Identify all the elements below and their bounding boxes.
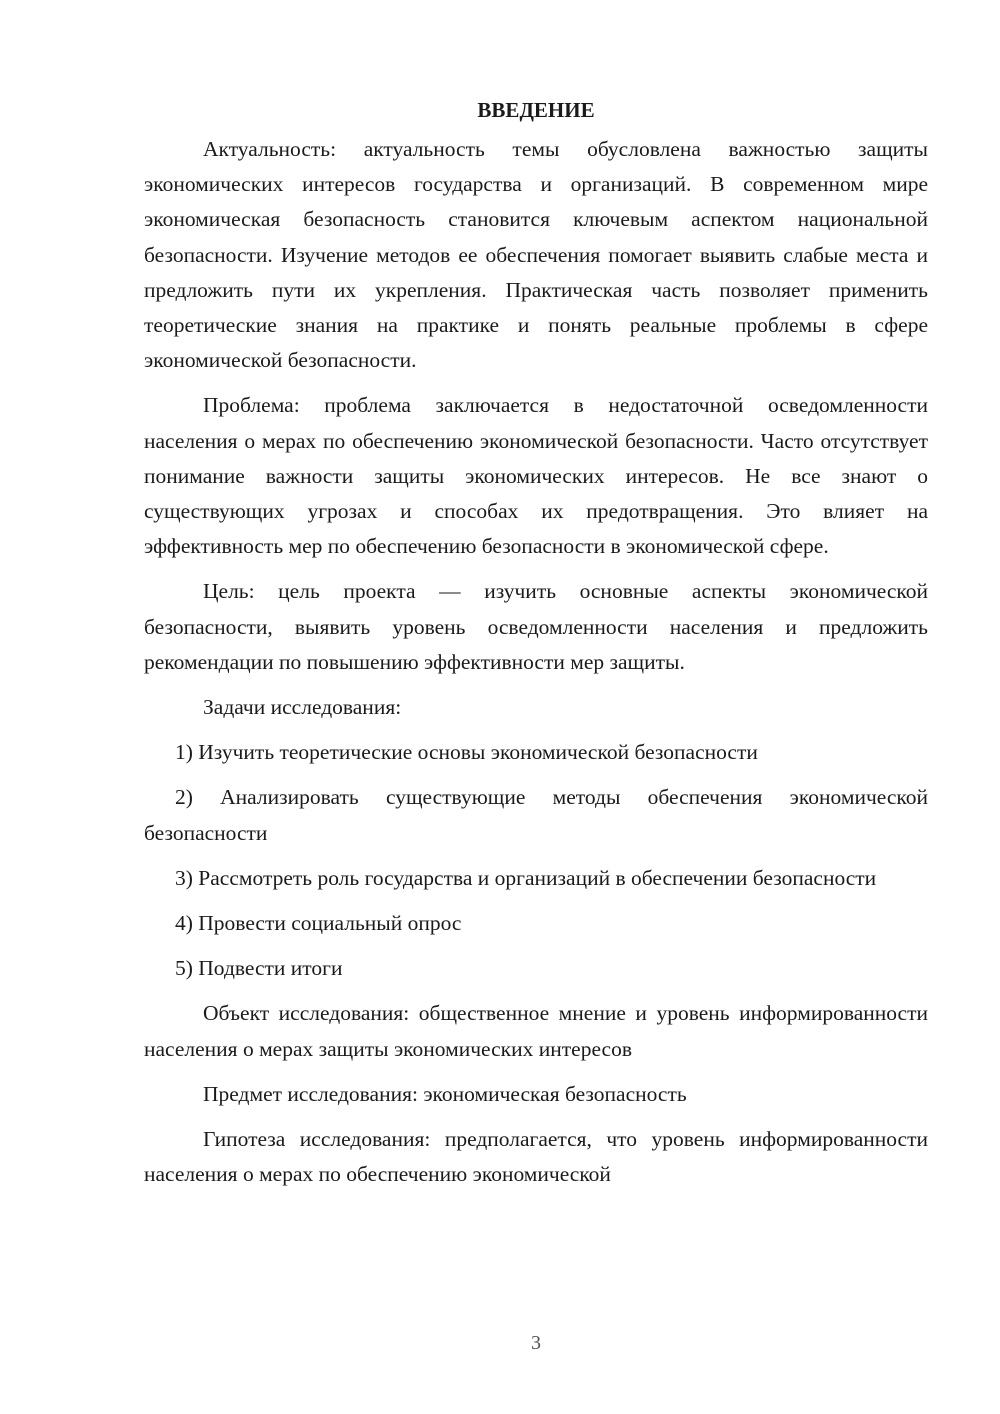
tasks-heading: Задачи исследования: [203,695,402,720]
task-item: 4) Провести социальный опрос [175,911,462,936]
paragraph-goal: Цель: цель проекта — изучить основные аспекты экономической безопасности, выявить уровень осведомленности населения и предложить рекомендации по повышению эффективности мер защиты. [144,579,928,674]
paragraph-subject: Предмет исследования: экономическая безопасность [203,1081,687,1106]
section-title: ВВЕДЕНИЕ [477,98,595,122]
task-item: 5) Подвести итоги [175,956,343,981]
task-item: 2) Анализировать существующие методы обеспечения экономической безопасности [144,785,928,845]
task-item: 3) Рассмотреть роль государства и организаций в обеспечении безопасности [175,865,877,890]
paragraph-object: Объект исследования: общественное мнение и уровень информированности населения о мерах защиты экономических интересов [144,1001,928,1061]
paragraph-hypothesis: Гипотеза исследования: предполагается, что уровень информированности населения о мерах по обеспечению экономической [144,1127,928,1187]
task-item: 1) Изучить теоретические основы экономической безопасности [175,740,758,765]
page-number: 3 [531,1332,541,1354]
paragraph-problem: Проблема: проблема заключается в недостаточной осведомленности населения о мерах по обеспечению экономической безопасности. Часто отсутствует понимание важности защиты экономических интересов. Не все знают о существующих угрозах и способах их предотвращения. Это влияет на эффективность мер по обеспечению безопасности в экономической сфере. [144,393,928,559]
document-page [144,92,928,1202]
paragraph-relevance: Актуальность: актуальность темы обусловлена важностью защиты экономических интересов государства и организаций. В современном мире экономическая безопасность становится ключевым аспектом национальной безопасности. Изучение методов ее обеспечения помогает выявить слабые места и предложить пути их укрепления. Практическая часть позволяет применить теоретические знания на практике и понять реальные проблемы в сфере экономической безопасности. [144,137,928,373]
